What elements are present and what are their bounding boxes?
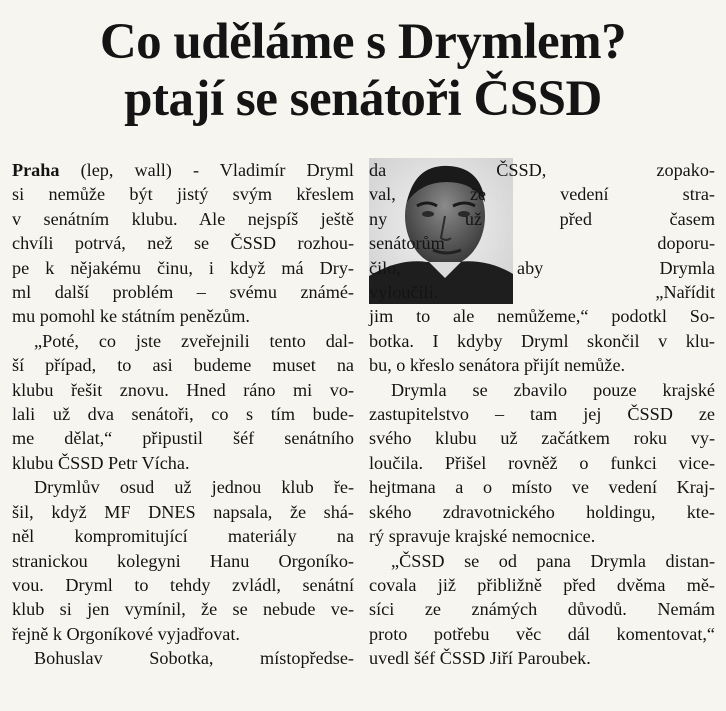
text-line: hejtmana a o místo ve vedení Kraj- (369, 477, 715, 498)
dateline: Praha (12, 160, 60, 180)
article-column-1 (12, 158, 354, 671)
text-line: vou. Dryml to tehdy zvládl, senátní (12, 574, 354, 595)
text-line: proto potřebu věc dál komentovat,“ (369, 623, 715, 644)
headline-line-1: Co uděláme s Drymlem? (99, 14, 627, 70)
text-line: Praha (lep, wall) - Vladimír Dryml (12, 160, 354, 180)
text-line: ší případ, to asi budeme muset na (12, 355, 354, 376)
text-line: něl kompromitující materiály na (12, 526, 354, 547)
paragraph-7 (369, 549, 715, 671)
text-line: řejně k Orgoníkové vyjadřovat. (12, 623, 240, 644)
paragraph-2 (12, 329, 354, 475)
text-line: bu, o křeslo senátora přijít nemůže. (369, 355, 626, 376)
text-line: Drymla se zbavilo pouze krajské (391, 379, 715, 400)
text-line: covala již přibližně před dvěma mě- (369, 574, 715, 595)
text-line: lali už dva senátoři, co s tím bude- (12, 404, 354, 425)
text-line: si nemůže být jistý svým křeslem (12, 184, 354, 205)
text-line: vyloučili. „Nařídit (369, 282, 715, 303)
article-column-2 (369, 158, 715, 671)
headline (0, 14, 726, 128)
text-line: mu pomohl ke státním penězům. (12, 306, 250, 327)
text-line: senátorům doporu- (369, 233, 715, 254)
text-line: ml další problém – svému známé- (12, 282, 354, 303)
text-line: me dělat,“ připustil šéf senátního (12, 428, 354, 449)
text-line: čilo, aby Drymla (369, 257, 715, 278)
text-line: pe k nějakému činu, i když má Dry- (12, 257, 354, 278)
text-line: klubu řešit znovu. Hned ráno mi vo- (12, 379, 354, 400)
text-line: Drymlův osud už jednou klub ře- (34, 477, 354, 498)
text-line: Bohuslav Sobotka, místopředse- (34, 648, 354, 669)
text-line: uvedl šéf ČSSD Jiří Paroubek. (369, 648, 591, 669)
text-line: zastupitelstvo – tam jej ČSSD ze (369, 404, 715, 425)
text-line: síci ze známých důvodů. Nemám (369, 599, 715, 620)
text-line: chvíli potrvá, než se ČSSD rozhou- (12, 233, 354, 254)
text-line: klub si jen vymínil, že se nebude ve- (12, 599, 354, 620)
text-line: botka. I kdyby Dryml skončil v klu- (369, 330, 715, 351)
text-line: svého klubu už začátkem roku vy- (369, 428, 715, 449)
text-line: šil, když MF DNES napsala, že shá- (12, 501, 354, 522)
text-line: da ČSSD, zopako- (369, 160, 715, 180)
text-line: v senátním klubu. Ale nejspíš ještě (12, 208, 354, 229)
text-line: val, že vedení stra- (369, 184, 715, 205)
paragraph-3 (12, 475, 354, 646)
paragraph-6 (369, 378, 715, 549)
text-line: loučila. Přišel rovněž o funkci vice- (369, 452, 715, 473)
text-line: „Poté, co jste zveřejnili tento dal- (34, 330, 354, 351)
paragraph-1 (12, 158, 354, 329)
text-line: jim to ale nemůžeme,“ podotkl So- (369, 306, 715, 327)
headline-line-2: ptají se senátoři ČSSD (124, 71, 602, 127)
paragraph-5 (369, 158, 715, 304)
text-line: ny už před časem (369, 208, 715, 229)
text-line: ského zdravotnického holdingu, kte- (369, 501, 715, 522)
paragraph-4 (12, 646, 354, 670)
text-line: stranickou kolegyni Hanu Orgoníko- (12, 550, 354, 571)
text-line: klubu ČSSD Petr Vícha. (12, 452, 190, 473)
text-line: rý spravuje krajské nemocnice. (369, 526, 596, 547)
text-line: „ČSSD se od pana Drymla distan- (391, 550, 715, 571)
paragraph-5-cont (369, 304, 715, 377)
